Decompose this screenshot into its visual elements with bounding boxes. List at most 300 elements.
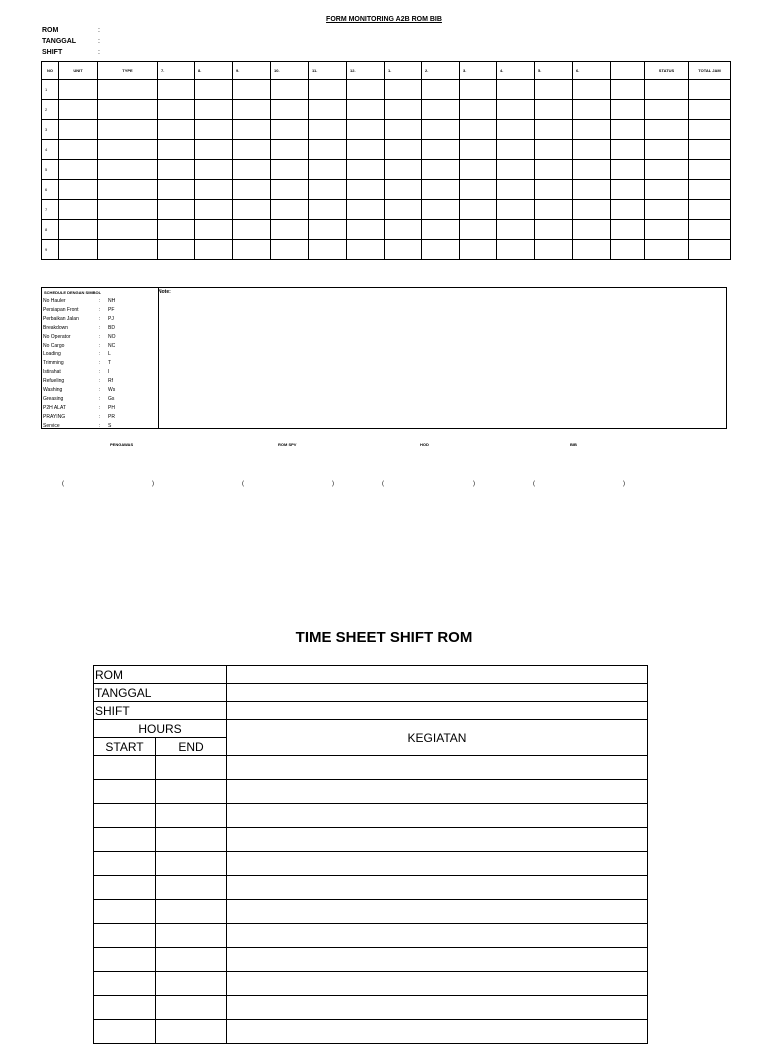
legend-item-code: L bbox=[108, 351, 111, 358]
legend-item-label: No Cargo bbox=[43, 342, 65, 349]
monitoring-cell[interactable] bbox=[309, 100, 347, 120]
monitoring-row bbox=[42, 240, 731, 260]
monitoring-cell[interactable] bbox=[347, 120, 385, 140]
monitoring-cell[interactable] bbox=[309, 80, 347, 100]
row-number: 5 bbox=[42, 160, 59, 180]
monitoring-cell[interactable] bbox=[689, 100, 731, 120]
timesheet-kegiatan-cell[interactable] bbox=[227, 972, 648, 996]
signature-label-bib: BIB bbox=[570, 442, 577, 447]
form-title: FORM MONITORING A2B ROM BIB bbox=[326, 16, 442, 23]
monitoring-cell[interactable] bbox=[233, 140, 271, 160]
monitoring-cell[interactable] bbox=[347, 140, 385, 160]
monitoring-cell[interactable] bbox=[347, 220, 385, 240]
monitoring-cell[interactable] bbox=[535, 220, 573, 240]
monitoring-cell[interactable] bbox=[573, 80, 611, 100]
monitoring-cell[interactable] bbox=[689, 80, 731, 100]
monitoring-row bbox=[42, 100, 731, 120]
monitoring-cell[interactable] bbox=[645, 240, 689, 260]
legend-item-code: NC bbox=[108, 342, 116, 349]
monitoring-cell[interactable] bbox=[98, 180, 158, 200]
monitoring-cell[interactable] bbox=[573, 140, 611, 160]
timesheet-start-cell[interactable] bbox=[94, 948, 156, 972]
monitoring-cell[interactable] bbox=[645, 160, 689, 180]
timesheet-rom-label: ROM bbox=[94, 666, 227, 684]
col-header-hour: 3. bbox=[460, 62, 497, 80]
signature-label-rom-spv: ROM SPV bbox=[278, 442, 297, 447]
monitoring-cell[interactable] bbox=[645, 80, 689, 100]
monitoring-cell[interactable] bbox=[309, 240, 347, 260]
timesheet-shift-label: SHIFT bbox=[94, 702, 227, 720]
timesheet-start-cell[interactable] bbox=[94, 780, 156, 804]
timesheet-row bbox=[94, 948, 648, 972]
monitoring-cell[interactable] bbox=[385, 240, 422, 260]
monitoring-cell[interactable] bbox=[460, 200, 497, 220]
col-header-hour: 6. bbox=[573, 62, 611, 80]
legend-item bbox=[43, 413, 157, 422]
legend-box bbox=[41, 287, 727, 429]
signature-bracket-close: ) bbox=[473, 481, 475, 487]
monitoring-cell[interactable] bbox=[271, 180, 309, 200]
monitoring-cell[interactable] bbox=[645, 200, 689, 220]
col-header-total-jam: TOTAL JAM bbox=[689, 62, 731, 80]
monitoring-cell[interactable] bbox=[233, 80, 271, 100]
legend-item-code: I bbox=[108, 369, 110, 376]
monitoring-cell[interactable] bbox=[422, 180, 460, 200]
monitoring-cell[interactable] bbox=[422, 220, 460, 240]
signature-bracket-open: ( bbox=[242, 481, 244, 487]
monitoring-cell[interactable] bbox=[573, 120, 611, 140]
legend-item-label: Washing bbox=[43, 387, 63, 393]
legend-item-code: NO bbox=[108, 333, 116, 340]
col-header-hour: 10. bbox=[271, 62, 309, 80]
monitoring-cell[interactable] bbox=[158, 140, 195, 160]
col-header-hour: 8. bbox=[195, 62, 233, 80]
monitoring-cell[interactable] bbox=[611, 180, 645, 200]
monitoring-cell[interactable] bbox=[535, 80, 573, 100]
monitoring-cell[interactable] bbox=[535, 180, 573, 200]
monitoring-cell[interactable] bbox=[535, 200, 573, 220]
timesheet-rom-row bbox=[94, 666, 648, 684]
monitoring-cell[interactable] bbox=[309, 140, 347, 160]
monitoring-cell[interactable] bbox=[271, 220, 309, 240]
monitoring-cell[interactable] bbox=[422, 160, 460, 180]
legend-item-label: Istirahat bbox=[43, 369, 61, 376]
monitoring-cell[interactable] bbox=[233, 240, 271, 260]
legend-item-colon: : bbox=[99, 315, 101, 322]
timesheet-start-cell[interactable] bbox=[94, 756, 156, 780]
monitoring-cell[interactable] bbox=[611, 100, 645, 120]
monitoring-cell[interactable] bbox=[460, 160, 497, 180]
monitoring-cell[interactable] bbox=[271, 140, 309, 160]
header-tanggal-label: TANGGAL bbox=[42, 38, 77, 45]
timesheet-start-cell[interactable] bbox=[94, 972, 156, 996]
monitoring-cell[interactable] bbox=[309, 200, 347, 220]
legend-item-code: NH bbox=[108, 298, 116, 304]
monitoring-row bbox=[42, 160, 731, 180]
monitoring-cell[interactable] bbox=[689, 200, 731, 220]
timesheet-end-cell[interactable] bbox=[156, 876, 227, 900]
legend-item bbox=[43, 315, 157, 324]
monitoring-cell[interactable] bbox=[195, 180, 233, 200]
monitoring-cell[interactable] bbox=[59, 100, 98, 120]
legend-item-code: PR bbox=[108, 413, 115, 420]
monitoring-cell[interactable] bbox=[535, 160, 573, 180]
monitoring-cell[interactable] bbox=[158, 80, 195, 100]
monitoring-cell[interactable] bbox=[460, 140, 497, 160]
timesheet-end-cell[interactable] bbox=[156, 948, 227, 972]
legend-item-colon: : bbox=[99, 360, 101, 367]
timesheet-end-cell[interactable] bbox=[156, 828, 227, 852]
legend-column bbox=[42, 288, 159, 428]
monitoring-cell[interactable] bbox=[385, 80, 422, 100]
timesheet-row bbox=[94, 972, 648, 996]
legend-item-label: No Hauler bbox=[43, 298, 66, 304]
monitoring-cell[interactable] bbox=[347, 200, 385, 220]
monitoring-cell[interactable] bbox=[573, 220, 611, 240]
legend-title: SCHEDULE DENGAN SIMBOL bbox=[44, 290, 102, 295]
timesheet-start-cell[interactable] bbox=[94, 996, 156, 1020]
legend-item bbox=[43, 386, 157, 395]
monitoring-cell[interactable] bbox=[385, 140, 422, 160]
monitoring-cell[interactable] bbox=[460, 120, 497, 140]
monitoring-cell[interactable] bbox=[385, 160, 422, 180]
monitoring-cell[interactable] bbox=[645, 120, 689, 140]
monitoring-cell[interactable] bbox=[233, 180, 271, 200]
legend-item-label: P2H ALAT bbox=[43, 404, 66, 411]
note-label: Note: bbox=[158, 289, 171, 295]
timesheet-end-cell[interactable] bbox=[156, 996, 227, 1020]
legend-item bbox=[43, 297, 157, 306]
monitoring-cell[interactable] bbox=[535, 120, 573, 140]
header-tanggal-colon: : bbox=[98, 38, 100, 45]
timesheet-row bbox=[94, 996, 648, 1020]
timesheet-kegiatan-cell[interactable] bbox=[227, 852, 648, 876]
monitoring-row bbox=[42, 220, 731, 240]
row-number: 2 bbox=[42, 100, 59, 120]
monitoring-cell[interactable] bbox=[271, 100, 309, 120]
monitoring-cell[interactable] bbox=[611, 240, 645, 260]
row-number: 7 bbox=[42, 200, 59, 220]
monitoring-cell[interactable] bbox=[271, 200, 309, 220]
monitoring-header-row bbox=[42, 62, 731, 80]
signature-bracket-close: ) bbox=[623, 481, 625, 487]
monitoring-cell[interactable] bbox=[611, 140, 645, 160]
monitoring-cell[interactable] bbox=[309, 120, 347, 140]
timesheet-kegiatan-cell[interactable] bbox=[227, 876, 648, 900]
legend-item-label: Greasing bbox=[43, 395, 64, 402]
timesheet-start-cell[interactable] bbox=[94, 804, 156, 828]
monitoring-cell[interactable] bbox=[271, 80, 309, 100]
monitoring-cell[interactable] bbox=[59, 200, 98, 220]
monitoring-cell[interactable] bbox=[347, 100, 385, 120]
timesheet-start-cell[interactable] bbox=[94, 1020, 156, 1044]
col-header-hour: 1. bbox=[385, 62, 422, 80]
monitoring-cell[interactable] bbox=[233, 200, 271, 220]
timesheet-end-cell[interactable] bbox=[156, 972, 227, 996]
legend-item-code: Gs bbox=[108, 395, 115, 402]
timesheet-hours-label: HOURS bbox=[94, 720, 227, 738]
col-header-hour: 9. bbox=[233, 62, 271, 80]
timesheet-kegiatan-cell[interactable] bbox=[227, 756, 648, 780]
legend-item-code: BD bbox=[108, 324, 115, 331]
monitoring-cell[interactable] bbox=[271, 240, 309, 260]
monitoring-cell[interactable] bbox=[689, 160, 731, 180]
monitoring-cell[interactable] bbox=[497, 140, 535, 160]
monitoring-cell[interactable] bbox=[611, 80, 645, 100]
timesheet-kegiatan-cell[interactable] bbox=[227, 948, 648, 972]
legend-item-label: Breakdown bbox=[43, 324, 69, 331]
timesheet-end-cell[interactable] bbox=[156, 1020, 227, 1044]
monitoring-cell[interactable] bbox=[347, 160, 385, 180]
legend-item bbox=[43, 377, 157, 386]
timesheet-end-cell[interactable] bbox=[156, 852, 227, 876]
monitoring-cell[interactable] bbox=[385, 120, 422, 140]
monitoring-cell[interactable] bbox=[689, 220, 731, 240]
timesheet-row bbox=[94, 756, 648, 780]
legend-item-code: PH bbox=[108, 404, 115, 411]
legend-item-code: Rf bbox=[108, 378, 113, 385]
monitoring-body bbox=[42, 80, 731, 260]
monitoring-cell[interactable] bbox=[271, 120, 309, 140]
monitoring-cell[interactable] bbox=[59, 180, 98, 200]
monitoring-cell[interactable] bbox=[195, 240, 233, 260]
monitoring-cell[interactable] bbox=[497, 200, 535, 220]
monitoring-cell[interactable] bbox=[233, 160, 271, 180]
legend-item bbox=[43, 333, 157, 342]
monitoring-cell[interactable] bbox=[611, 120, 645, 140]
timesheet-end-cell[interactable] bbox=[156, 804, 227, 828]
monitoring-cell[interactable] bbox=[195, 200, 233, 220]
monitoring-cell[interactable] bbox=[497, 240, 535, 260]
header-shift-colon: : bbox=[98, 49, 100, 56]
header-rom-label: ROM bbox=[42, 27, 59, 34]
timesheet-row bbox=[94, 1020, 648, 1044]
monitoring-cell[interactable] bbox=[573, 240, 611, 260]
monitoring-cell[interactable] bbox=[233, 120, 271, 140]
col-header-blank bbox=[611, 62, 645, 80]
legend-item-label: Refueling bbox=[43, 378, 65, 385]
monitoring-cell[interactable] bbox=[422, 240, 460, 260]
legend-item bbox=[43, 306, 157, 315]
monitoring-cell[interactable] bbox=[497, 180, 535, 200]
timesheet-row bbox=[94, 804, 648, 828]
signature-bracket-close: ) bbox=[332, 481, 334, 487]
monitoring-cell[interactable] bbox=[645, 140, 689, 160]
monitoring-cell[interactable] bbox=[158, 220, 195, 240]
monitoring-cell[interactable] bbox=[98, 240, 158, 260]
signature-bracket-open: ( bbox=[62, 481, 64, 487]
monitoring-cell[interactable] bbox=[497, 220, 535, 240]
monitoring-cell[interactable] bbox=[195, 220, 233, 240]
monitoring-cell[interactable] bbox=[195, 140, 233, 160]
monitoring-cell[interactable] bbox=[233, 220, 271, 240]
monitoring-cell[interactable] bbox=[573, 160, 611, 180]
monitoring-cell[interactable] bbox=[347, 80, 385, 100]
monitoring-cell[interactable] bbox=[158, 240, 195, 260]
monitoring-cell[interactable] bbox=[645, 180, 689, 200]
legend-item bbox=[43, 350, 157, 359]
monitoring-cell[interactable] bbox=[233, 100, 271, 120]
monitoring-cell[interactable] bbox=[460, 180, 497, 200]
legend-item bbox=[43, 342, 157, 351]
monitoring-cell[interactable] bbox=[347, 180, 385, 200]
monitoring-cell[interactable] bbox=[309, 180, 347, 200]
signature-bracket-open: ( bbox=[533, 481, 535, 487]
monitoring-cell[interactable] bbox=[611, 200, 645, 220]
monitoring-cell[interactable] bbox=[497, 80, 535, 100]
legend-item-colon: : bbox=[99, 369, 101, 376]
monitoring-cell[interactable] bbox=[689, 240, 731, 260]
monitoring-cell[interactable] bbox=[460, 240, 497, 260]
timesheet-kegiatan-cell[interactable] bbox=[227, 1020, 648, 1044]
monitoring-cell[interactable] bbox=[98, 200, 158, 220]
timesheet-kegiatan-cell[interactable] bbox=[227, 924, 648, 948]
monitoring-cell[interactable] bbox=[497, 120, 535, 140]
monitoring-cell[interactable] bbox=[422, 200, 460, 220]
timesheet-kegiatan-label: KEGIATAN bbox=[227, 720, 648, 756]
legend-item-colon: : bbox=[99, 378, 101, 385]
timesheet-tanggal-row bbox=[94, 684, 648, 702]
legend-item-label: Persiapan Front bbox=[43, 306, 79, 313]
timesheet-row bbox=[94, 828, 648, 852]
monitoring-cell[interactable] bbox=[158, 200, 195, 220]
monitoring-cell[interactable] bbox=[497, 160, 535, 180]
monitoring-cell[interactable] bbox=[385, 220, 422, 240]
monitoring-cell[interactable] bbox=[422, 100, 460, 120]
monitoring-cell[interactable] bbox=[573, 180, 611, 200]
legend-item bbox=[43, 422, 157, 431]
monitoring-cell[interactable] bbox=[59, 240, 98, 260]
legend-item bbox=[43, 404, 157, 413]
timesheet-start-cell[interactable] bbox=[94, 924, 156, 948]
monitoring-cell[interactable] bbox=[158, 120, 195, 140]
monitoring-cell[interactable] bbox=[195, 160, 233, 180]
timesheet-end-cell[interactable] bbox=[156, 900, 227, 924]
monitoring-cell[interactable] bbox=[460, 80, 497, 100]
monitoring-cell[interactable] bbox=[689, 140, 731, 160]
timesheet-kegiatan-cell[interactable] bbox=[227, 828, 648, 852]
legend-item-label: Trimming bbox=[43, 360, 64, 367]
monitoring-cell[interactable] bbox=[385, 180, 422, 200]
monitoring-cell[interactable] bbox=[98, 220, 158, 240]
monitoring-cell[interactable] bbox=[385, 100, 422, 120]
signature-bracket-close: ) bbox=[152, 481, 154, 487]
monitoring-cell[interactable] bbox=[347, 240, 385, 260]
timesheet-end-cell[interactable] bbox=[156, 924, 227, 948]
timesheet-row bbox=[94, 780, 648, 804]
monitoring-cell[interactable] bbox=[98, 160, 158, 180]
legend-item-colon: : bbox=[99, 387, 101, 393]
monitoring-cell[interactable] bbox=[98, 140, 158, 160]
legend-item-colon: : bbox=[99, 413, 101, 420]
monitoring-cell[interactable] bbox=[611, 160, 645, 180]
col-header-hour: 12. bbox=[347, 62, 385, 80]
monitoring-cell[interactable] bbox=[59, 160, 98, 180]
signature-bracket-open: ( bbox=[382, 481, 384, 487]
monitoring-cell[interactable] bbox=[59, 140, 98, 160]
monitoring-cell[interactable] bbox=[460, 100, 497, 120]
monitoring-cell[interactable] bbox=[385, 200, 422, 220]
col-header-unit: UNIT bbox=[59, 62, 98, 80]
monitoring-cell[interactable] bbox=[460, 220, 497, 240]
header-shift-label: SHIFT bbox=[42, 49, 63, 56]
timesheet-kegiatan-cell[interactable] bbox=[227, 996, 648, 1020]
monitoring-cell[interactable] bbox=[309, 160, 347, 180]
monitoring-cell[interactable] bbox=[573, 100, 611, 120]
timesheet-start-label: START bbox=[94, 738, 156, 756]
monitoring-cell[interactable] bbox=[611, 220, 645, 240]
monitoring-cell[interactable] bbox=[422, 120, 460, 140]
monitoring-cell[interactable] bbox=[497, 100, 535, 120]
monitoring-cell[interactable] bbox=[645, 220, 689, 240]
timesheet-end-cell[interactable] bbox=[156, 756, 227, 780]
legend-item-code: S bbox=[108, 422, 112, 429]
timesheet-row bbox=[94, 852, 648, 876]
monitoring-cell[interactable] bbox=[98, 120, 158, 140]
monitoring-cell[interactable] bbox=[535, 140, 573, 160]
legend-item-code: PJ bbox=[108, 315, 114, 322]
legend-item-colon: : bbox=[99, 306, 101, 313]
monitoring-cell[interactable] bbox=[309, 220, 347, 240]
timesheet-row bbox=[94, 876, 648, 900]
legend-item-colon: : bbox=[99, 422, 101, 429]
monitoring-cell[interactable] bbox=[98, 80, 158, 100]
timesheet-tanggal-value bbox=[227, 684, 648, 702]
monitoring-row bbox=[42, 120, 731, 140]
monitoring-row bbox=[42, 140, 731, 160]
timesheet-start-cell[interactable] bbox=[94, 828, 156, 852]
timesheet-start-cell[interactable] bbox=[94, 852, 156, 876]
timesheet-start-cell[interactable] bbox=[94, 876, 156, 900]
monitoring-cell[interactable] bbox=[535, 100, 573, 120]
row-number: 3 bbox=[42, 120, 59, 140]
monitoring-cell[interactable] bbox=[59, 220, 98, 240]
timesheet-rom-value bbox=[227, 666, 648, 684]
col-header-hour: 4. bbox=[497, 62, 535, 80]
monitoring-cell[interactable] bbox=[59, 120, 98, 140]
legend-item-colon: : bbox=[99, 351, 101, 358]
monitoring-cell[interactable] bbox=[573, 200, 611, 220]
timesheet-start-cell[interactable] bbox=[94, 900, 156, 924]
monitoring-cell[interactable] bbox=[98, 100, 158, 120]
monitoring-cell[interactable] bbox=[271, 160, 309, 180]
timesheet-table bbox=[93, 665, 648, 1044]
legend-item-label: Perbaikan Jalan bbox=[43, 315, 79, 322]
timesheet-kegiatan-cell[interactable] bbox=[227, 804, 648, 828]
monitoring-cell[interactable] bbox=[195, 120, 233, 140]
monitoring-cell[interactable] bbox=[195, 100, 233, 120]
monitoring-row bbox=[42, 200, 731, 220]
monitoring-cell[interactable] bbox=[158, 180, 195, 200]
timesheet-kegiatan-cell[interactable] bbox=[227, 780, 648, 804]
timesheet-kegiatan-cell[interactable] bbox=[227, 900, 648, 924]
monitoring-cell[interactable] bbox=[535, 240, 573, 260]
monitoring-cell[interactable] bbox=[195, 80, 233, 100]
col-header-hour: 11. bbox=[309, 62, 347, 80]
monitoring-cell[interactable] bbox=[422, 140, 460, 160]
col-header-status: STATUS bbox=[645, 62, 689, 80]
monitoring-cell[interactable] bbox=[422, 80, 460, 100]
monitoring-cell[interactable] bbox=[158, 100, 195, 120]
monitoring-cell[interactable] bbox=[158, 160, 195, 180]
monitoring-cell[interactable] bbox=[689, 180, 731, 200]
monitoring-cell[interactable] bbox=[645, 100, 689, 120]
timesheet-tanggal-label: TANGGAL bbox=[94, 684, 227, 702]
timesheet-shift-row bbox=[94, 702, 648, 720]
timesheet-end-cell[interactable] bbox=[156, 780, 227, 804]
monitoring-cell[interactable] bbox=[689, 120, 731, 140]
monitoring-cell[interactable] bbox=[59, 80, 98, 100]
